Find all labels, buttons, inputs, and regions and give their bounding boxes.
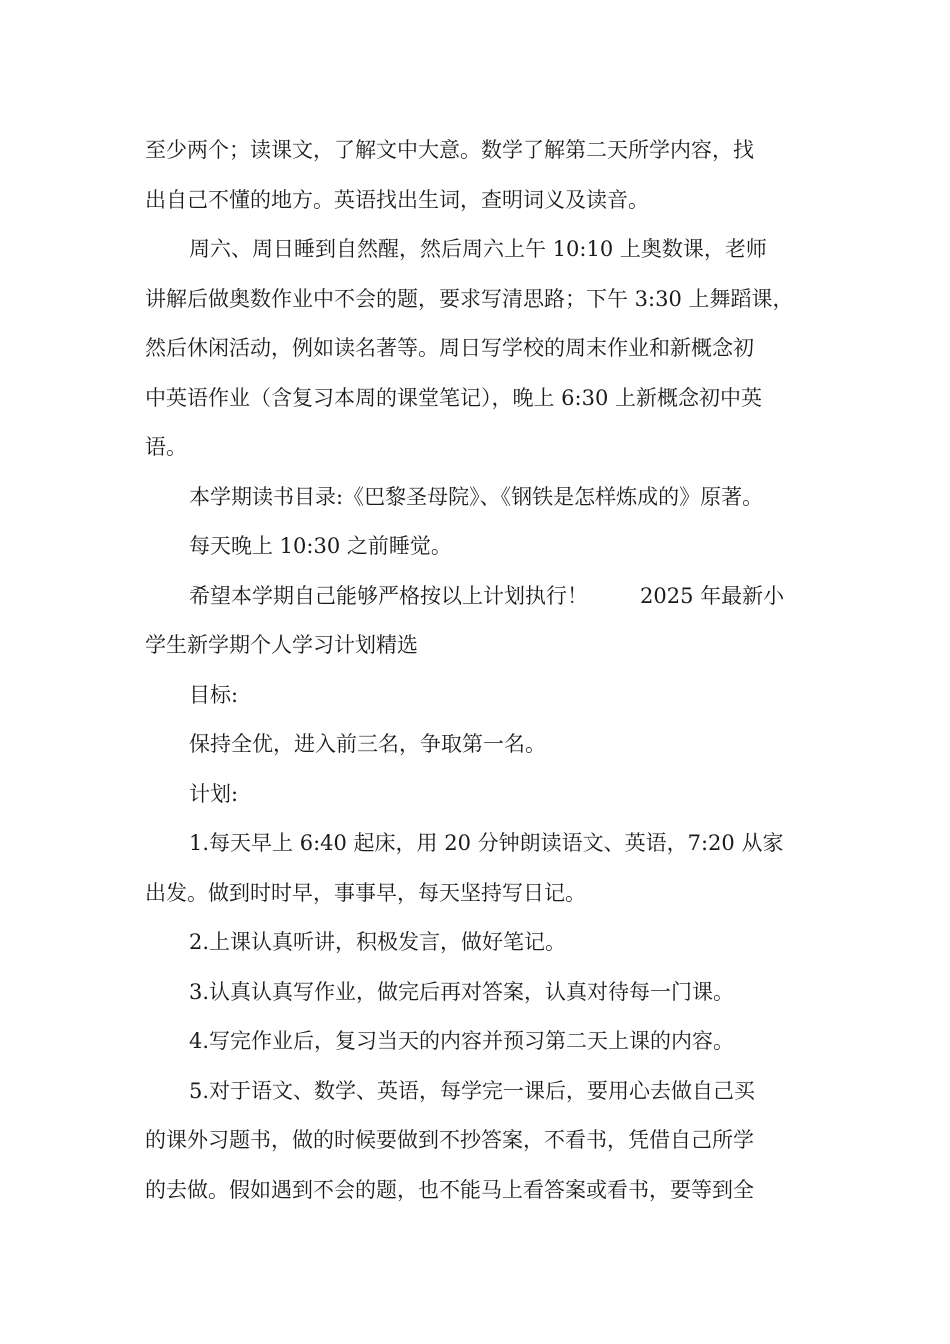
- text-line: 学生新学期个人学习计划精选: [145, 633, 418, 657]
- text-line: 计划:: [189, 781, 239, 806]
- text-line: 3.认真认真写作业，做完后再对答案，认真对待每一门课。: [189, 979, 735, 1004]
- text-line: 本学期读书目录:《巴黎圣母院》、《钢铁是怎样炼成的》原著。: [189, 484, 764, 509]
- text-line: 的去做。假如遇到不会的题，也不能马上看答案或看书，要等到全: [145, 1177, 754, 1202]
- text-line: 1.每天早上 6:40 起床，用 20 分钟朗读语文、英语，7:20 从家: [189, 831, 784, 855]
- text-line: 至少两个；读课文，了解文中大意。数学了解第二天所学内容，找: [145, 138, 754, 162]
- section-heading-start: 2025 年最新小: [640, 583, 785, 608]
- text-line: [145, 572, 813, 622]
- text-line: 的课外习题书，做的时候要做到不抄答案，不看书，凭借自己所学: [145, 1128, 754, 1152]
- text-segment: 希望本学期自己能够严格按以上计划执行！: [189, 583, 588, 608]
- text-line: 2.上课认真听讲，积极发言，做好笔记。: [189, 930, 567, 954]
- text-line: 每天晚上 10:30 之前睡觉。: [189, 534, 452, 558]
- text-line: 出自己不懂的地方。英语找出生词，查明词义及读音。: [145, 187, 649, 212]
- text-line: 4.写完作业后，复习当天的内容并预习第二天上课的内容。: [189, 1029, 735, 1053]
- text-line: 然后休闲活动，例如读名著等。周日写学校的周末作业和新概念初: [145, 336, 754, 360]
- text-line: 目标:: [189, 682, 239, 707]
- document-body: [145, 126, 813, 1215]
- text-line: 出发。做到时时早，事事早，每天坚持写日记。: [145, 880, 586, 905]
- text-line: 语。: [145, 435, 187, 459]
- text-line: 中英语作业（含复习本周的课堂笔记），晚上 6:30 上新概念初中英: [145, 385, 763, 410]
- text-line: 保持全优，进入前三名，争取第一名。: [189, 732, 546, 756]
- text-line: 讲解后做奥数作业中不会的题，要求写清思路；下午 3:30 上舞蹈课，: [145, 286, 794, 311]
- text-line: 周六、周日睡到自然醒，然后周六上午 10:10 上奥数课，老师: [189, 237, 767, 261]
- text-line: 5.对于语文、数学、英语，每学完一课后，要用心去做自己买: [189, 1078, 756, 1103]
